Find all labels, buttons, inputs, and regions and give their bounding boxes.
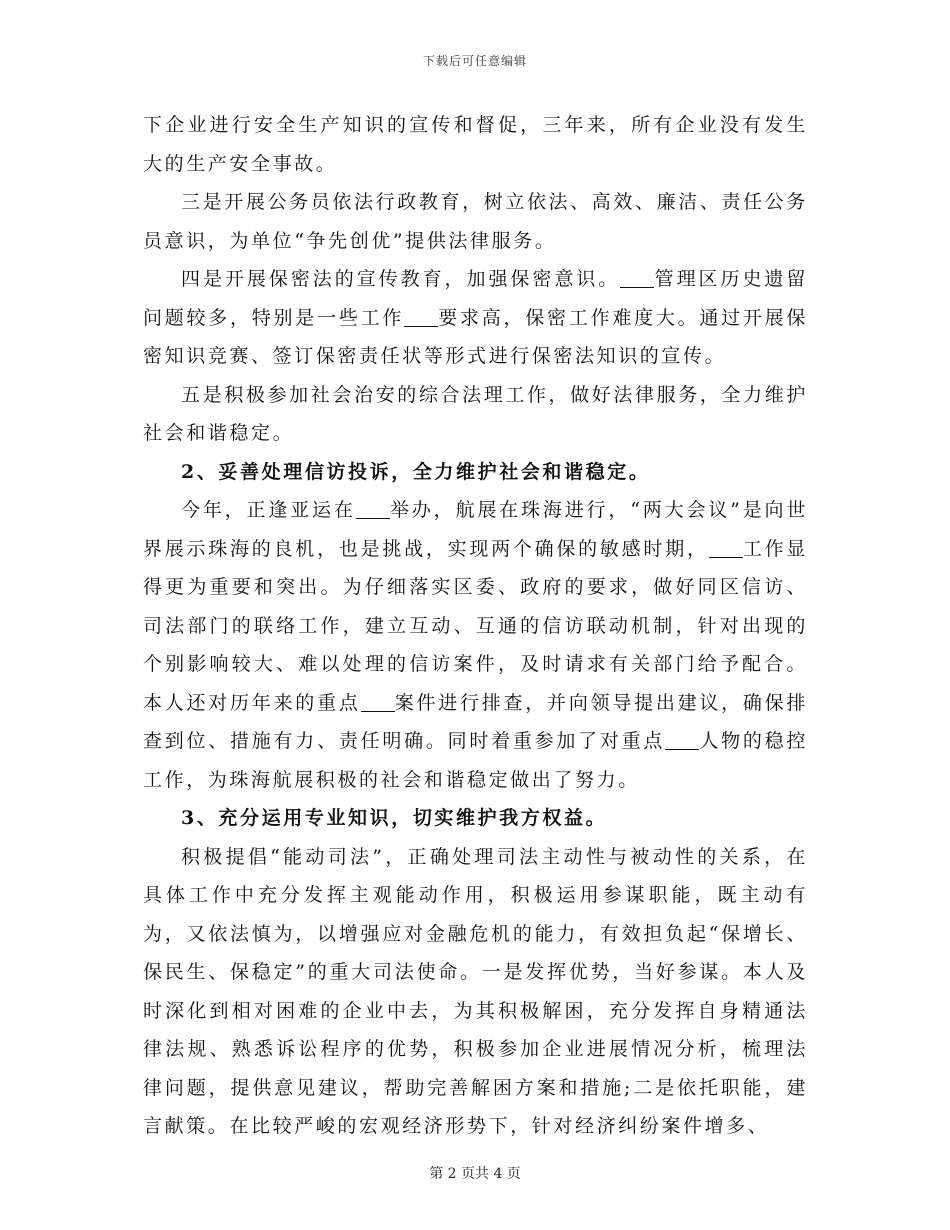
text-segment: 下企业进行安全生产知识的宣传和督促，三年来，所有企业没有发生大的生产安全事故。 bbox=[143, 114, 808, 175]
paragraph-6 bbox=[143, 838, 808, 1146]
document-body bbox=[143, 106, 808, 1146]
text-segment: 要求高，保密工作难度大。通过开展保密知识竞赛、签订保密责任状等形式进行保密法知识的宣传。 bbox=[143, 306, 809, 367]
blank-underline bbox=[404, 307, 438, 327]
text-segment: 五是积极参加社会治安的综合法理工作，做好法律服务，全力维护社会和谐稳定。 bbox=[143, 383, 808, 444]
paragraph-5 bbox=[143, 491, 808, 799]
text-segment: 举办，航展在珠海进行，“两大会议”是向世界展示珠海的良机，也是挑战，实现两个确保的敏感时期， bbox=[143, 499, 808, 560]
blank-underline bbox=[620, 268, 654, 288]
blank-underline bbox=[665, 730, 699, 750]
text-segment: 案件进行排查，并向领导提出建议，确保排查到位、措施有力、责任明确。同时着重参加了对重点 bbox=[143, 691, 808, 752]
blank-underline bbox=[356, 499, 390, 519]
heading-text: 3、充分运用专业知识，切实维护我方权益。 bbox=[181, 807, 608, 829]
blank-underline bbox=[709, 538, 743, 558]
paragraph-1 bbox=[143, 106, 808, 183]
heading-text: 2、妥善处理信访投诉，全力维护社会和谐稳定。 bbox=[181, 460, 651, 483]
text-segment: 四是开展保密法的宣传教育，加强保密意识。 bbox=[181, 268, 621, 290]
paragraph-4 bbox=[143, 376, 808, 453]
section-heading-3 bbox=[143, 799, 808, 838]
paragraph-3 bbox=[143, 260, 808, 376]
section-heading-2 bbox=[143, 453, 808, 492]
blank-underline bbox=[361, 692, 395, 712]
text-segment: 三是开展公务员依法行政教育，树立依法、高效、廉洁、责任公务员意识，为单位“争先创优”提供法律服务。 bbox=[143, 191, 808, 252]
text-segment: 人物的稳控工作，为珠海航展积极的社会和谐稳定做出了努力。 bbox=[143, 730, 808, 791]
text-segment: 工作显得更为重要和突出。为仔细落实区委、政府的要求，做好同区信访、司法部门的联络工作，建立互动、互通的信访联动机制，针对出现的个别影响较大、难以处理的信访案件，及时请求有关部门给予配合。本人还对历年来的重点 bbox=[143, 537, 808, 714]
page-header: 下载后可任意编辑 bbox=[422, 54, 527, 68]
text-segment: 今年，正逢亚运在 bbox=[181, 499, 356, 521]
text-segment: 积极提倡“能动司法”，正确处理司法主动性与被动性的关系，在具体工作中充分发挥主观能动作用，积极运用参谋职能，既主动有为，又依法慎为，以增强应对金融危机的能力，有效担负起“保增长、保民生、保稳定”的重大司法使命。一是发挥优势，当好参谋。本人及时深化到相对困难的企业中去，为其积极解困，充分发挥自身精通法律法规、熟悉诉讼程序的优势，积极参加企业进展情况分析，梳理法律问题，提供意见建议，帮助完善解困方案和措施;二是依托职能，建言献策。在比较严峻的宏观经济形势下，针对经济纠纷案件增多、 bbox=[143, 845, 808, 1137]
paragraph-2 bbox=[143, 183, 808, 260]
text-segment: 管理区历史遗留问题较多，特别是一些工作 bbox=[143, 268, 808, 329]
page-footer: 第 2 页共 4 页 bbox=[429, 1166, 521, 1182]
